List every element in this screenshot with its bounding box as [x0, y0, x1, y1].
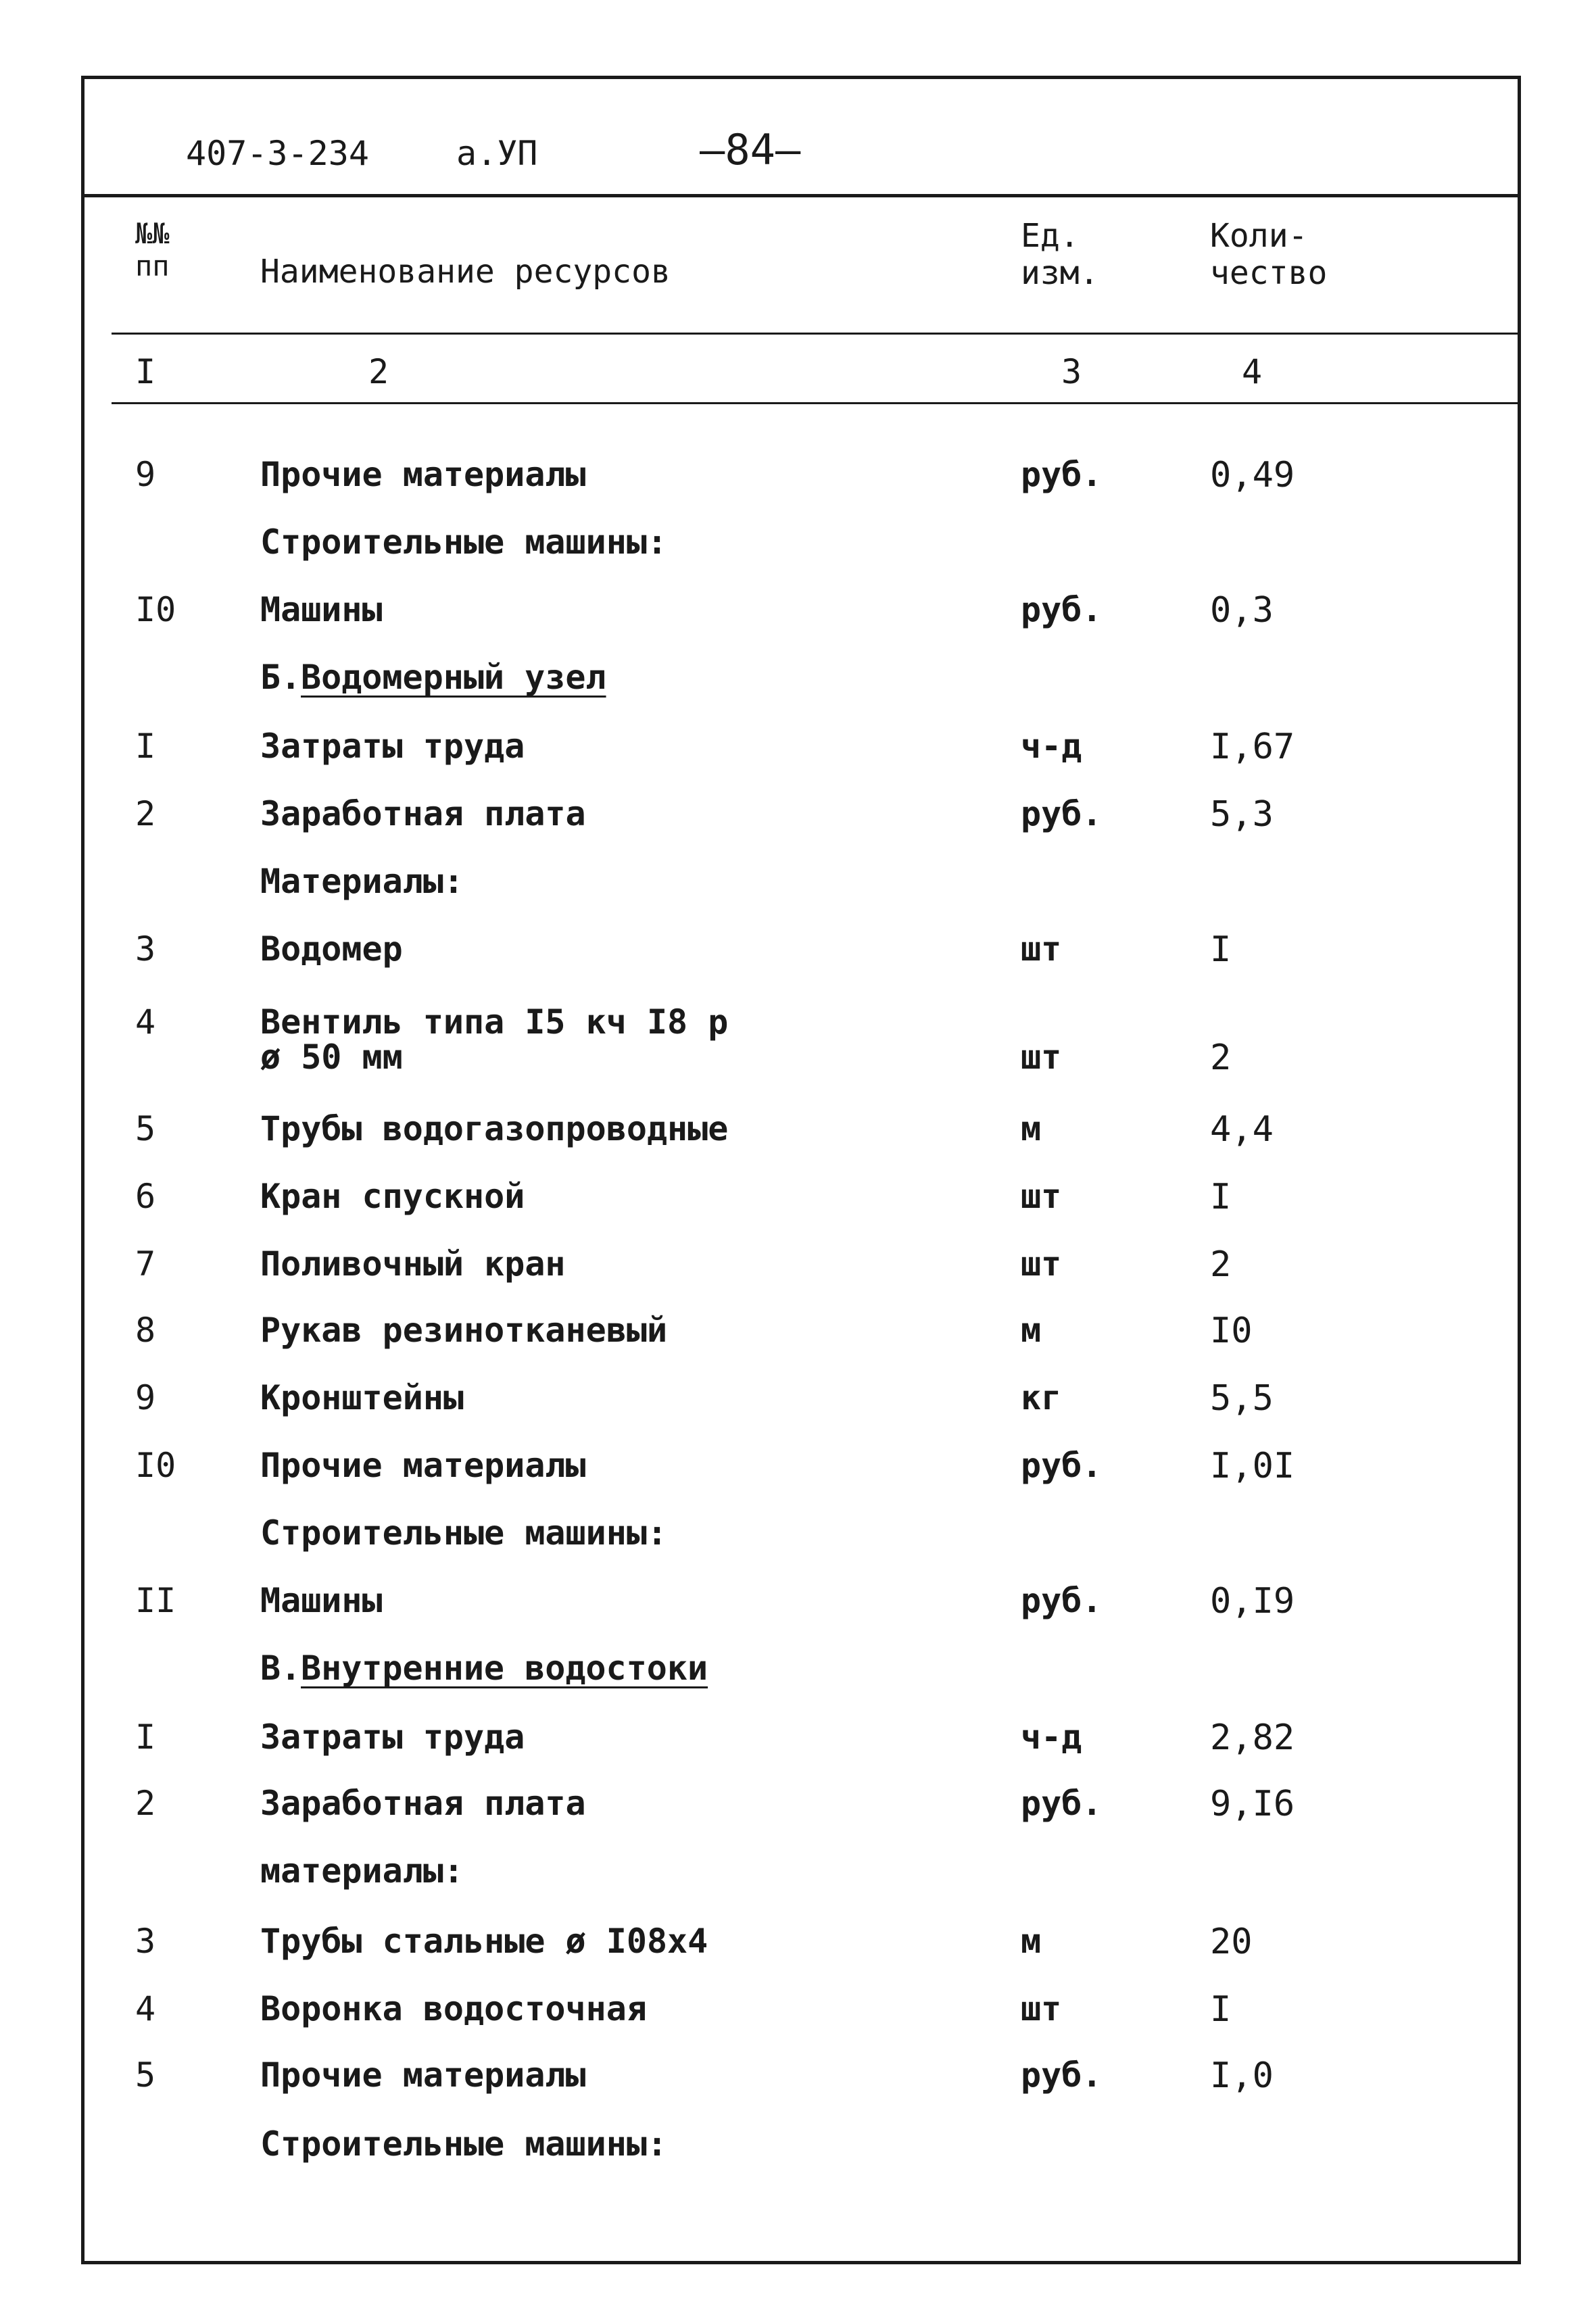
row-number: 9 [135, 455, 156, 494]
quantity: I [1210, 1989, 1232, 2030]
resource-name: Затраты труда [260, 727, 525, 766]
col-header-unit: Ед. изм. [1021, 217, 1099, 293]
quantity: 5,5 [1210, 1378, 1274, 1419]
row-number: 4 [135, 1989, 156, 2028]
unit-of-measure: шт [1021, 1989, 1062, 2028]
unit-of-measure: руб. [1021, 2055, 1103, 2095]
quantity: 5,3 [1210, 794, 1274, 835]
resource-name: Трубы водогазопроводные [260, 1109, 729, 1148]
quantity: I,0 [1210, 2055, 1274, 2096]
page-frame [81, 76, 1521, 2264]
unit-of-measure: м [1021, 1311, 1042, 1350]
quantity: 0,I9 [1210, 1581, 1295, 1622]
unit-of-measure: шт [1021, 1177, 1062, 1216]
quantity: 2 [1210, 1038, 1232, 1078]
quantity: 9,I6 [1210, 1784, 1295, 1824]
resource-name: Строительные машины: [260, 2124, 668, 2164]
row-number: I [135, 1717, 156, 1757]
resource-name: Машины [260, 1581, 383, 1620]
row-number: 3 [135, 1922, 156, 1961]
resource-name: Кран спускной [260, 1177, 525, 1216]
resource-name: Заработная плата [260, 1784, 586, 1823]
section-title: Внутренние водостоки [301, 1649, 708, 1688]
resource-name: Материалы: [260, 862, 464, 901]
unit-of-measure: кг [1021, 1378, 1062, 1417]
col-header-qty: Коли- чество [1210, 217, 1328, 293]
quantity: I [1210, 1177, 1232, 1217]
column-numbers-line [112, 402, 1518, 404]
resource-name: Водомер [260, 929, 403, 969]
row-number: 6 [135, 1177, 156, 1216]
unit-of-measure: руб. [1021, 1581, 1103, 1620]
quantity: 2,82 [1210, 1717, 1295, 1758]
quantity: 0,3 [1210, 590, 1274, 631]
row-number: 7 [135, 1244, 156, 1284]
resource-name: Воронка водосточная [260, 1989, 647, 2028]
resource-name: Прочие материалы [260, 2055, 586, 2095]
resource-name: Кронштейны [260, 1378, 464, 1417]
header-bottom-line [112, 333, 1518, 335]
resource-name: Прочие материалы [260, 455, 586, 494]
resource-name: Строительные машины: [260, 522, 668, 562]
row-number: 3 [135, 929, 156, 969]
quantity: I,0I [1210, 1446, 1295, 1486]
col-number-1: I [135, 352, 156, 391]
unit-of-measure: руб. [1021, 1784, 1103, 1823]
resource-name: Строительные машины: [260, 1513, 668, 1553]
row-number: 2 [135, 1784, 156, 1823]
resource-name: Вентиль типа I5 кч I8 р [260, 1002, 729, 1042]
col-number-3: 3 [1061, 352, 1082, 391]
row-number: 5 [135, 2055, 156, 2095]
col-header-name: Наименование ресурсов [260, 253, 671, 291]
unit-of-measure: шт [1021, 929, 1062, 969]
sheet-label: а.УП [456, 134, 538, 173]
row-number: 5 [135, 1109, 156, 1148]
resource-name: материалы: [260, 1851, 464, 1891]
quantity: 4,4 [1210, 1109, 1274, 1150]
row-number: II [135, 1581, 176, 1620]
unit-of-measure: руб. [1021, 794, 1103, 833]
unit-of-measure: руб. [1021, 455, 1103, 494]
resource-name: Заработная плата [260, 794, 586, 833]
unit-of-measure: руб. [1021, 1446, 1103, 1485]
unit-of-measure: шт [1021, 1038, 1062, 1077]
quantity: I [1210, 929, 1232, 970]
row-number: 9 [135, 1378, 156, 1417]
header-divider [84, 194, 1518, 197]
resource-name: Трубы стальные ø I08х4 [260, 1922, 708, 1961]
quantity: I,67 [1210, 727, 1295, 767]
resource-name: Машины [260, 590, 383, 629]
row-number: 8 [135, 1311, 156, 1350]
col-number-2: 2 [368, 352, 389, 391]
page-number: —84— [700, 125, 801, 174]
unit-of-measure: м [1021, 1109, 1042, 1148]
document-code: 407-3-234 [186, 134, 369, 173]
section-prefix: Б. [260, 658, 301, 697]
resource-name: Прочие материалы [260, 1446, 586, 1485]
unit-of-measure: руб. [1021, 590, 1103, 629]
quantity: 20 [1210, 1922, 1253, 1962]
quantity: 0,49 [1210, 455, 1295, 495]
unit-of-measure: ч-д [1021, 1717, 1082, 1757]
unit-of-measure: ч-д [1021, 727, 1082, 766]
row-number: I [135, 727, 156, 766]
unit-of-measure: шт [1021, 1244, 1062, 1284]
resource-name: Затраты труда [260, 1717, 525, 1757]
col-number-4: 4 [1242, 352, 1263, 391]
row-number: 4 [135, 1002, 156, 1042]
resource-name-cont: ø 50 мм [260, 1038, 403, 1077]
row-number: I0 [135, 1446, 176, 1485]
resource-name: Поливочный кран [260, 1244, 566, 1284]
quantity: 2 [1210, 1244, 1232, 1285]
quantity: I0 [1210, 1311, 1253, 1351]
resource-name: Рукав резинотканевый [260, 1311, 668, 1350]
section-prefix: В. [260, 1649, 301, 1688]
row-number: I0 [135, 590, 176, 629]
section-title: Водомерный узел [301, 658, 606, 697]
unit-of-measure: м [1021, 1922, 1042, 1961]
col-header-num: №№ пп [135, 217, 170, 283]
row-number: 2 [135, 794, 156, 833]
